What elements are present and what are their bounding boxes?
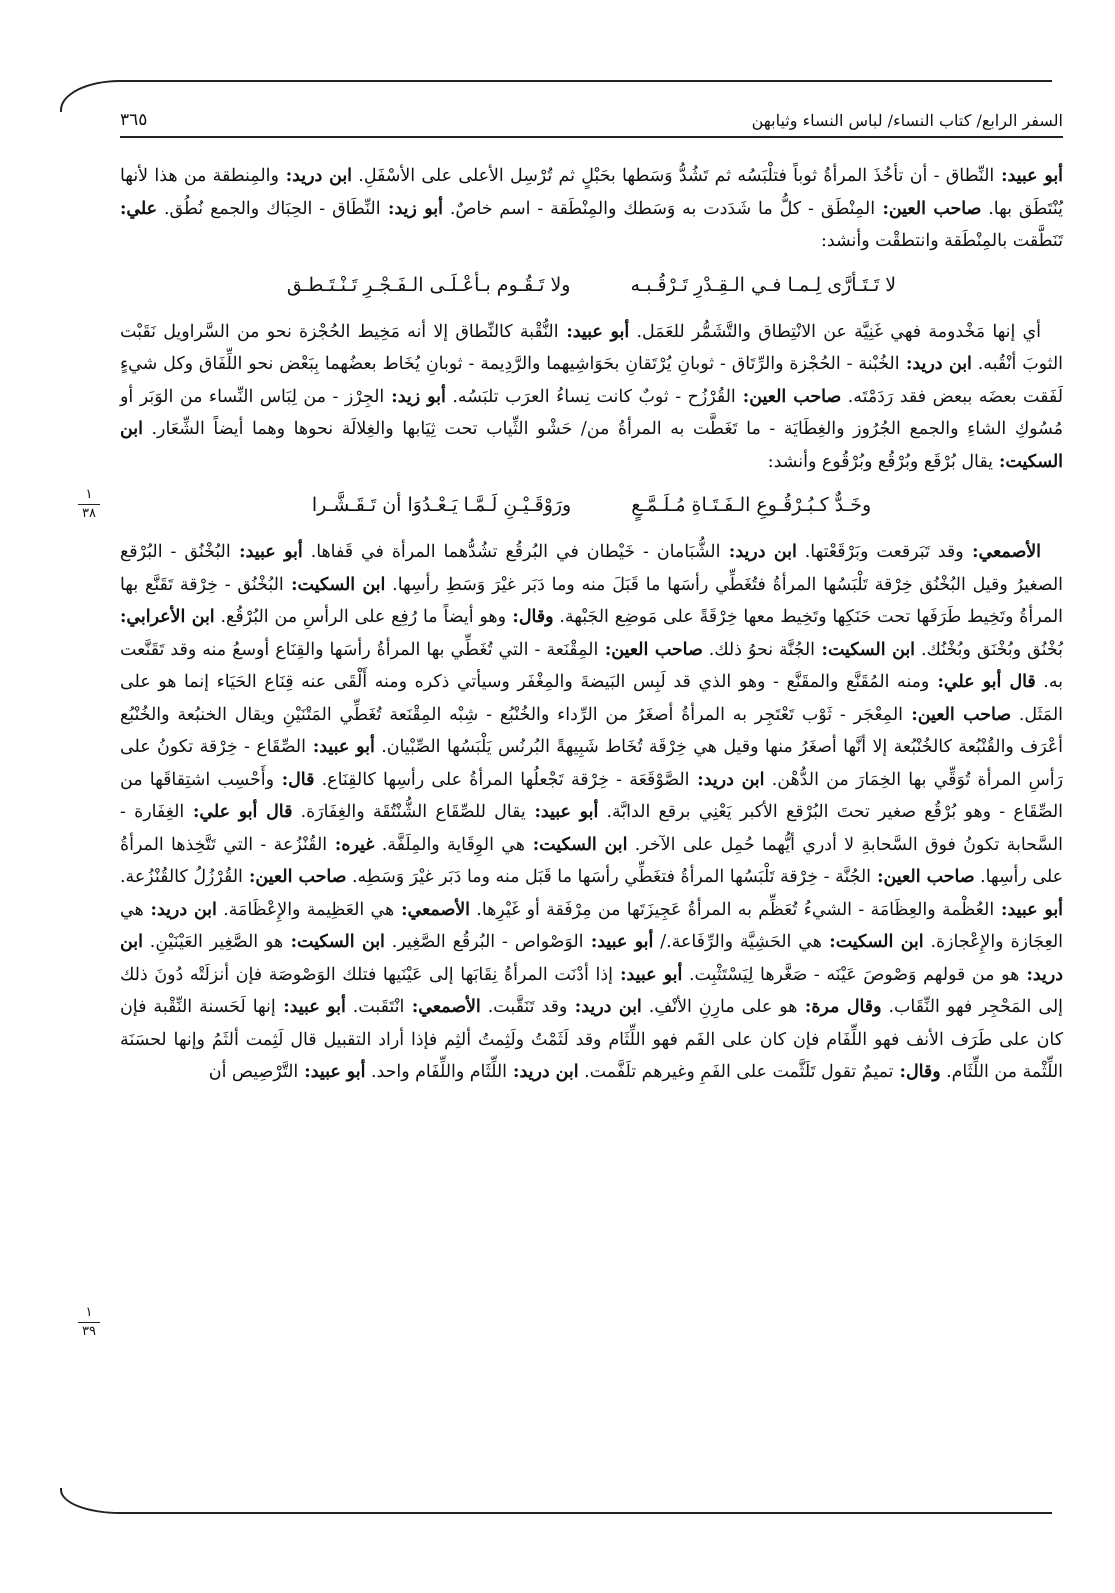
text-run: إذا أدْنَت المرأةُ نِقَابَها إلى عَيْنَيها فتلك الوَصْوصَة فإن أنزلَتْه دُونَ ذلك إلى المَحْجِر فهو النِّقَاب. [120, 964, 1063, 1017]
cited-authority: ابن دريد: [278, 166, 352, 186]
fraction-bar [78, 504, 100, 505]
text-run: تميمٌ تقول تَلَثَّمت على الفَمِ وغيرهم تلَفَّمت. [578, 1062, 894, 1082]
text-run: المِقْنَعة - التي تُغَطِّي بها المرأةُ رأسَها والقِنَاع أوسعُ منه وقد تَقَنَّعت به. [120, 639, 1063, 692]
text-run: النُّقْبة كالنِّطاق إلا أنه مَخِيط الحُجْزة نحو من السَّراويل نَقَبْت الثوبَ أنْقُبه. [120, 321, 1063, 374]
text-run: الخُبْنة - الحُجْزة والرِّتَاق - ثوبانِ يُرْتَقانِ بحَوَاشِيهما والرَّدِيمة - ثوبانِ يُخَاط بعضُهما بِبَعْض نحو اللِّفَاق وكل شيءٍ لَفَقت بعضَه ببعض فقد رَدَمْتَه. [120, 354, 1064, 407]
text-run: القُنْزُعة - التي تَتَّخِذها المرأةُ على رأسِها. [120, 834, 1063, 887]
cited-authority: غيره: [327, 834, 375, 855]
text-run: البُخْنُق - خِرْقة تَقَنَّع بها المرأةُ وتَخِيط طَرَفَها تحت حَنَكِها وتَخِيط معها خِرْقَةً على مَوضِع الجَبْهة. [120, 574, 1063, 627]
folio-numerator: ١ [85, 487, 93, 502]
cited-authority: صاحب العين: [242, 867, 347, 887]
text-run: هي العَظِيمة والإِعْظَامَة. [216, 899, 395, 920]
text-run: إنها لَحَسنة النِّقْبة فإن كان على طَرَف الأنف فهو اللِّفَام فإن كان على الفَم فهو اللِّثَام وقد لَثَمْتُ ولَثِمتُ ألثِم فإذا أراد التقبيل قال لَثِمت ألثَمُ وإنها لحسَنَة اللِّثْمة من اللِّثَام. [120, 997, 1063, 1082]
cited-authority: صاحب العين: [735, 386, 842, 407]
cited-authority: ابن دريد: [567, 997, 642, 1017]
cited-authority: قال أبو علي: [929, 672, 1036, 692]
text-run: انْتَقَبت. [345, 997, 405, 1017]
hemistich: ورَوْقَـيْـنِ لَـمَّـا يَـعْـدُوَا أن تَـقَـشَّـرا [311, 494, 572, 516]
text-run: الجِرْز - من لِبَاس النِّساء من الوَبَر أو مُسُوكِ الشاءِ والجمع الجُرُوز والغِطَايَة - ما تَغَطَّت به المرأةُ من/ حَشْو الثِّياب تحت ثِيَابها والغِلالَة نحوها وهما أيضاً الشِّعَار. [120, 386, 1063, 439]
text-run: الوَصْواص - البُرقُع الصَّغِير. [384, 932, 584, 952]
text-run: الصَّوْقَعَة - خِرْقة تَجْعلُها المرأةُ على رأسِها كالقِنَاع. [314, 769, 690, 790]
text-run: التَّرْصِيص أن [208, 1062, 299, 1082]
text-run: النِّطَاق - الحِبَاك والجمع نُطُق. [157, 198, 381, 219]
text-run: الشُّبَامان - خَيْطان في البُرقُع تشُدُّهما المرأة في قَفاها. [302, 542, 721, 562]
running-title: السفر الرابع/ كتاب النساء/ لباس النساء وثيابهن [751, 111, 1063, 130]
cited-authority: وقال: [893, 1062, 941, 1082]
hemistich: وخَـدٌّ كـبُـرْقُـوعِ الـفَـتَـاةِ مُـلَـمَّـعٍ [631, 494, 872, 516]
text-run: أي إنها مَخْدومة فهي غَنِيَّة عن الانْتِطاق والتَّشَمُّر للعَمَل. [629, 321, 1042, 342]
folio-denominator: ٣٨ [82, 506, 96, 521]
cited-authority: ابن السكيت: [120, 419, 1063, 472]
cited-authority: ابن السكيت: [524, 834, 628, 855]
text-run: تَنَطَّقت بالمِنْطَقة وانتطقْت وأنشد: [821, 231, 1063, 251]
cited-authority: الأصمعي: [963, 542, 1041, 562]
main-text [120, 160, 1063, 1089]
text-run: يقال للصِّقَاع الشُّنْتُقَة والغِفَارَة. [292, 802, 526, 822]
text-run: هي العِجَازة والإِعْجازة. [120, 899, 1063, 952]
marginal-folio-note [78, 488, 100, 521]
cited-authority: أبو عبيد: [612, 964, 683, 985]
cited-authority: ابن السكيت: [821, 932, 924, 952]
cited-authority: أبو زيد: [384, 386, 446, 407]
text-run: هي الحَشِيَّة والرِّفَاعة./ [653, 932, 822, 952]
text-run: وقد تَبَرقعت وبَرْقَعْتها. [796, 542, 964, 562]
cited-authority: الأصمعي: [404, 997, 481, 1017]
cited-authority: ابن دريد: [720, 542, 797, 562]
page-frame-bottom [60, 1488, 1052, 1514]
text-run: هو من قولهم وَصْوصَ عَيْنَه - صَغَّرها لِيَسْتَثْبِت. [682, 964, 1020, 985]
hemistich: ولا تَـقُـوم بـأعْـلَـى الـفَـجْـرِ تَـنْـتَـطـق [286, 273, 571, 296]
cited-authority: صاحب العين: [875, 198, 982, 219]
hemistich: لا تَـتَـأرَّى لِـمـا فـي الـقِـدْرِ تَـرْقُـبـه [630, 273, 897, 296]
cited-authority: أبو عبيد: [583, 932, 654, 952]
text-run: هو على مارِنِ الأنْفِ. [641, 997, 798, 1017]
text-run: وأَحْسِب اشتِقاقَها من الصِّقَاع - وهو بُرْقُع صغير تحتَ البُرْقع الأكبر يَعْنِي برقع الدابَّة. [120, 769, 1064, 822]
text-run: وهو أيضاً ما رُفِع على الرأسِ من البُرْقُع. [214, 607, 506, 627]
text-run: النِّطاق - أن تأخُذَ المرأةُ ثوباً فتلْبَسُه ثم تَشُدُّ وَسَطها بحَبْلٍ ثم تُرْسِل الأعلى على الأسْفَلِ. [352, 166, 995, 186]
cited-authority: أبو عبيد: [275, 997, 346, 1017]
marginal-folio-note [78, 1306, 100, 1339]
cited-authority: ابن دريد: [143, 899, 217, 920]
cited-authority: علي: [120, 198, 158, 219]
cited-authority: وقال: [506, 607, 554, 627]
text-run: وقد تَنَقَّبت. [480, 997, 568, 1017]
cited-authority: ابن السكيت: [283, 932, 385, 952]
cited-authority: وقال مرة: [797, 997, 882, 1017]
cited-authority: أبو عبيد: [525, 802, 599, 822]
text-run: الصِّقَاع - خِرْقة تكونُ على رَأسِ المرأة تُوَقِّي بها الخِمَارَ من الدُّهْن. [120, 737, 1063, 790]
cited-authority: قال أبو علي: [184, 802, 293, 822]
cited-authority: ابن دريد: [120, 932, 1063, 985]
paragraph [120, 316, 1063, 479]
text-run: المِنْطَق - كلُّ ما شَدَدت به وَسَطك والمِنْطَقة - اسم خاصٌ. [442, 198, 876, 219]
text-run: والمِنطقة من هذا لأنها يُنْتَطَق بها. [120, 166, 1063, 219]
cited-authority: أبو عبيد: [305, 737, 375, 757]
cited-authority: أبو عبيد: [994, 166, 1063, 186]
cited-authority: قال: [273, 769, 315, 790]
text-run: القُرْزُلُ كالقُنْزُعة. [120, 867, 243, 887]
text-run: الغِفَارة - السَّحابة تكونُ فوق السَّحابةِ لا أدري أيُّهما حُمِل على الآخر. [120, 802, 1063, 855]
cited-authority: ابن دريد: [507, 1062, 579, 1082]
text-run: البُخْنُق - البُرْقع الصغيرُ وقيل البُخْنُق خِرْقة تَلْبَسُها المرأةُ فتُغَطِّي رأسَها ما قَبَلَ منه وما دَبَر غيْرَ وَسَطِ رأسِها. [120, 542, 1063, 595]
cited-authority: أبو عبيد: [230, 542, 303, 562]
text-run: الجُنَّة - خِرْقة تَلْبَسُها المرأةُ فتغَطِّي رأسَها ما قَبَل منه وما دَبَر غيْرَ وَسَطِه. [346, 867, 871, 887]
text-run: بُخْنُق وبُخْنَق وبُخْنُك. [915, 639, 1063, 660]
text-run: العُظْمة والعِظَامَة - الشيءُ تُعَظِّم به المرأةُ عَجِيزَتَها من مِرْفَقة أو غَيْرِها. [469, 899, 995, 920]
cited-authority: ابن دريد: [899, 354, 972, 374]
text-run: هي الوِقَاية والمِلَفَّة. [374, 834, 525, 855]
text-run: القُرْزُح - ثوبٌ كانت نِساءُ العرَب تلبَسُه. [445, 386, 736, 407]
cited-authority: صاحب العين: [871, 867, 975, 887]
text-run: يقال بُرْقَع وبُرْقُع وبُرْقُوع وأنشد: [767, 451, 993, 472]
cited-authority: ابن الأعرابي: [120, 607, 215, 627]
cited-authority: الأصمعي: [394, 899, 470, 920]
text-run: اللِّثَام واللِّفَام واحد. [365, 1062, 507, 1082]
cited-authority: ابن السكيت: [283, 574, 386, 595]
folio-numerator: ١ [85, 1305, 93, 1320]
cited-authority: أبو زيد: [380, 198, 443, 219]
text-run: هو الصَّغِير العَيْنَيْنِ. [142, 932, 284, 952]
cited-authority: أبو عبيد: [298, 1062, 366, 1082]
verse-line [120, 488, 1063, 522]
page-header [120, 96, 1063, 138]
cited-authority: صاحب العين: [902, 704, 1012, 725]
cited-authority: صاحب العين: [598, 639, 703, 660]
fraction-bar [78, 1322, 100, 1323]
cited-authority: ابن دريد: [689, 769, 765, 790]
paragraph [120, 160, 1063, 258]
cited-authority: أبو عبيد: [558, 321, 630, 342]
paragraph [120, 536, 1063, 1089]
text-run: ومنه المُقَنَّع والمقَنَّع - وهو الذي قد لَبِس البَيضةَ والمِغْفَر وسيأتي ذكره ومنه أَلْقَى عنه قِنَاع الحَيَاء إنما هو على المَثَل. [120, 672, 1063, 725]
page-number: ٣٦٥ [120, 110, 148, 130]
folio-denominator: ٣٩ [82, 1324, 96, 1339]
cited-authority: أبو عبيد: [994, 899, 1063, 920]
text-run: المِعْجَر - ثَوْب تَعْتَجِر به المرأةُ أصغَرُ من الرِّداء والخُنْبُع - شِبْه المِقْنَعة تُغَطِّي المَتْنَيْنِ ويقال الخنبُعة والخُنْبُع أعْرَف والقُنْبُعة كالخُنْبُعة إلا أنَّها أصغَرُ منها وقيل هي خِرْقَة تُخَاط شَبِيهةً البُرنُس يَلْبَسُها الصِّبْيان. [120, 704, 1064, 757]
cited-authority: ابن السكيت: [815, 639, 915, 660]
verse-line [120, 268, 1063, 302]
text-run: الجُنَّة نحوُ ذلك. [702, 639, 815, 660]
